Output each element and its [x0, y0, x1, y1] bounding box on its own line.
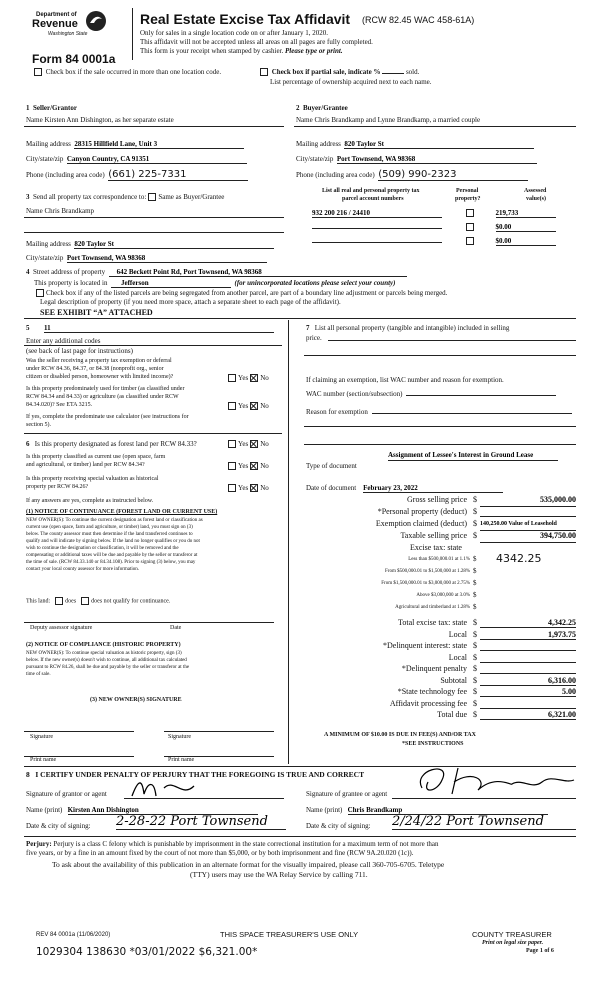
- no-label: No: [260, 440, 269, 448]
- notice-continuance-line: wish to continue the designation or classification, it will be removed and the: [26, 546, 179, 551]
- grantee-date-label: Date & city of signing:: [306, 822, 371, 830]
- reason-label: Reason for exemption: [306, 408, 368, 416]
- new-owner-signature-label: Signature: [168, 734, 191, 740]
- yes-label: Yes: [238, 402, 249, 410]
- current-use-yes-checkbox[interactable]: [228, 462, 236, 470]
- bracket-label: From $1,500,000.01 to $3,000,000 at 2.75%: [381, 581, 470, 586]
- buyer-heading: Buyer/Grantee: [303, 104, 348, 112]
- total-label: Total excise tax: state: [398, 618, 467, 627]
- parcels-header-3: Personal: [456, 188, 479, 194]
- buyer-mailing[interactable]: 820 Taylor St: [344, 140, 534, 149]
- grantor-date-label: Date & city of signing:: [26, 822, 91, 830]
- treasurer-use-label: THIS SPACE TREASURER'S USE ONLY: [220, 930, 359, 939]
- state-technology-fee[interactable]: 5.00: [480, 686, 576, 697]
- yes-label: Yes: [238, 484, 249, 492]
- form-note-3b: Please type or print.: [285, 47, 343, 55]
- correspondence-mailing-label: Mailing address: [26, 240, 71, 248]
- reason-field[interactable]: [372, 413, 572, 414]
- notice-continuance-heading: (1) NOTICE OF CONTINUANCE (FOREST LAND OR CURRENT USE): [26, 509, 218, 515]
- perjury-text-4: (TTY) users may use the WA Relay Service by calling 711.: [190, 870, 368, 879]
- parcel-number[interactable]: 932 200 216 / 24410: [312, 209, 442, 218]
- price-row: [300, 518, 580, 530]
- bracket-row: From $1,500,000.01 to $3,000,000 at 2.75% $: [381, 579, 477, 587]
- does-not-qualify-label: does not qualify for continuance.: [91, 598, 171, 605]
- subtotal[interactable]: 6,316.00: [480, 675, 576, 686]
- section5-line-1: Enter any additional codes: [26, 337, 101, 345]
- seller-city[interactable]: Canyon Country, CA 91351: [67, 155, 247, 164]
- legal-size-note: Print on legal size paper.: [482, 940, 544, 946]
- price-row: [300, 506, 580, 518]
- price-label: Exemption claimed (deduct): [375, 519, 467, 528]
- bracket-label: Less than $500,000.01 at 1.1%: [408, 557, 470, 562]
- form-number: Form 84 0001a: [32, 52, 116, 66]
- correspondence-city-label: City/state/zip: [26, 254, 64, 262]
- correspondence-mailing[interactable]: 820 Taylor St: [74, 240, 274, 249]
- tax-totals: [300, 617, 580, 721]
- q-timber-1: Is this property predominately used for timber (as classified under: [26, 386, 185, 392]
- certify-statement: I CERTIFY UNDER PENALTY OF PERJURY THAT THE FOREGOING IS TRUE AND CORRECT: [35, 770, 365, 779]
- affidavit-processing-fee[interactable]: [480, 698, 576, 709]
- grantee-date-city[interactable]: 2/24/22 Port Townsend: [392, 814, 576, 830]
- seller-phone[interactable]: (661) 225-7331: [108, 169, 248, 181]
- q-calculator-1: If yes, complete the predominate use calculator (see instructions for: [26, 414, 189, 420]
- no-label: No: [260, 402, 269, 410]
- price-currency: $: [473, 519, 477, 528]
- revision-number: REV 84 0001a (11/06/2020): [36, 932, 111, 938]
- bracket-value[interactable]: 4342.25: [496, 552, 542, 565]
- q-exemption-3: citizen or disabled person, homeowner with limited income)?: [26, 374, 174, 380]
- bracket-label: Agricultural and timberland at 1.28%: [395, 605, 470, 610]
- does-label: does: [65, 598, 77, 605]
- partial-percent-field[interactable]: [382, 73, 404, 74]
- multiple-location-checkbox[interactable]: [34, 68, 42, 76]
- timber-no-checkbox[interactable]: [250, 402, 258, 410]
- grantor-signature-label: Signature of grantor or agent: [26, 790, 107, 798]
- doc-date-label: Date of document: [306, 484, 357, 492]
- no-label: No: [260, 374, 269, 382]
- exemption-yes-checkbox[interactable]: [228, 374, 236, 382]
- price-currency: $: [473, 531, 477, 540]
- historic-yes-checkbox[interactable]: [228, 484, 236, 492]
- total-label: Subtotal: [440, 675, 467, 685]
- seller-city-label: City/state/zip: [26, 155, 64, 163]
- deputy-assessor-label: Deputy assessor signature: [30, 625, 93, 631]
- does-not-qualify-checkbox[interactable]: [81, 597, 89, 605]
- section7-line-1: List all personal property (tangible and intangible) included in selling: [314, 324, 510, 332]
- grantee-name-label: Name (print): [306, 806, 343, 814]
- bracket-row: From $500,000.01 to $1,500,000 at 1.28% $: [385, 567, 477, 575]
- delinquent-penalty[interactable]: [480, 663, 576, 674]
- page-number: Page 1 of 6: [526, 948, 554, 954]
- personal-property-checkbox[interactable]: [466, 209, 474, 217]
- q-exemption-2: under RCW 84.36, 84.37, or 84.38 (nonprofit org., senior: [26, 366, 164, 372]
- notice-historic-line: pursuant to RCW 84.26, shall be due and payable by the seller or transferor at the: [26, 665, 190, 670]
- total-row: Local $ 1,973.75: [448, 629, 576, 639]
- agency-line1: Department of: [36, 12, 77, 18]
- current-use-no-checkbox[interactable]: [250, 462, 258, 470]
- new-owner-print-label: Print name: [168, 757, 195, 763]
- q-current-use-2: and agricultural, or timber) land per RCW 84.34?: [26, 462, 145, 468]
- historic-no-checkbox[interactable]: [250, 484, 258, 492]
- perjury-text-2: five years, or by a fine in an amount fixed by the court of not more than $5,000, or by both imprisonment and fine (RCW 9A.20.020 (1c)).: [26, 849, 414, 857]
- q-forest: Is this property designated as forest land per RCW 84.33?: [34, 440, 197, 448]
- q-historic-1: Is this property receiving special valuation as historical: [26, 476, 159, 482]
- section7-number: 7: [306, 324, 310, 332]
- section8-number: 8: [26, 770, 30, 779]
- parcels-header-5: Assessed: [524, 188, 547, 194]
- notice-historic-line: below. If the new owner(s) doesn't wish to continue, all additional tax calculated: [26, 658, 187, 663]
- same-as-buyer-label: Same as Buyer/Grantee: [158, 193, 225, 201]
- bracket-label: Above $3,000,000 at 3.0%: [416, 593, 470, 598]
- buyer-section-number: 2: [296, 104, 300, 112]
- price-currency: $: [473, 495, 477, 504]
- wa-dor-logo-icon: [85, 10, 107, 32]
- total-label: *State technology fee: [397, 687, 467, 696]
- personal-property-checkbox[interactable]: [466, 237, 474, 245]
- legal-description-label: Legal description of property (if you need more space, attach a separate sheet to each page of the affidavit).: [40, 298, 341, 306]
- buyer-name: Name Chris Brandkamp and Lynne Brandkamp, a married couple: [296, 116, 481, 124]
- total-row: *Delinquent penalty $: [300, 663, 580, 675]
- partial-sale-checkbox[interactable]: [260, 68, 268, 76]
- buyer-mailing-label: Mailing address: [296, 140, 341, 148]
- forest-no-checkbox[interactable]: [250, 440, 258, 448]
- property-county[interactable]: Jefferson: [111, 279, 231, 288]
- total-label: *Delinquent interest: state: [383, 641, 467, 650]
- property-street[interactable]: 642 Beckett Point Rd, Port Townsend, WA 98368: [109, 268, 407, 277]
- q-calculator-2: section 5).: [26, 422, 51, 428]
- yes-label: Yes: [238, 462, 249, 470]
- total-label: Local: [448, 652, 467, 662]
- notice-continuance-line: NEW OWNER(S): To continue the current designation as forest land or classification as: [26, 518, 203, 523]
- price-row: [300, 494, 580, 506]
- multiple-location-label: Check box if the sale occurred in more than one location code.: [45, 68, 222, 76]
- price-currency: $: [473, 507, 477, 516]
- agency-line3: Washington State: [48, 31, 88, 37]
- parcel-row: [312, 237, 556, 246]
- section5-number: 5: [26, 324, 30, 332]
- new-owner-print-label: Print name: [30, 757, 57, 763]
- notice-continuance-line: the time of sale. (RCW 84.33.140 or 84.34.108). Prior to signing (3) below, you may: [26, 560, 196, 565]
- assessed-value[interactable]: $0.00: [496, 223, 556, 232]
- price-label: Gross selling price: [407, 495, 467, 504]
- buyer-city[interactable]: Port Townsend, WA 98368: [337, 155, 537, 164]
- total-label: Local: [448, 629, 467, 639]
- bracket-row: Less than $500,000.01 at 1.1% $ 4342.25: [408, 552, 542, 565]
- grantee-signature[interactable]: [392, 760, 582, 800]
- notice-continuance-line: current use (open space, farm and agriculture, or timber) land, you must sign on (3): [26, 525, 193, 530]
- same-as-buyer-checkbox[interactable]: [148, 193, 156, 201]
- personal-property-deduct[interactable]: [480, 506, 576, 517]
- total-row: *State technology fee $ 5.00: [397, 687, 576, 696]
- grantor-name-label: Name (print): [26, 806, 63, 814]
- buyer-phone[interactable]: (509) 990-2323: [378, 169, 528, 181]
- q-exemption-1: Was the seller receiving a property tax exemption or deferral: [26, 358, 172, 364]
- form-note-3: This form is your receipt when stamped by cashier.: [140, 47, 284, 55]
- bracket-label: From $500,000.01 to $1,500,000 at 1.28%: [385, 569, 470, 574]
- perjury-label: Perjury:: [26, 840, 52, 848]
- parcel-number[interactable]: [312, 242, 442, 243]
- total-row: Affidavit processing fee $: [300, 698, 580, 710]
- parcels-header-2: parcel account numbers: [342, 196, 404, 202]
- total-label: *Delinquent penalty: [401, 664, 467, 673]
- correspondence-text: Send all property tax correspondence to:: [33, 193, 147, 201]
- wac-number-field[interactable]: [406, 395, 556, 396]
- partial-sale-label: Check box if partial sale, indicate %: [271, 68, 381, 76]
- q-timber-2: RCW 84.34 and 84.33) or agriculture (as classified under RCW: [26, 394, 179, 400]
- land-use-code[interactable]: 11: [44, 324, 274, 333]
- wac-label: WAC number (section/subsection): [306, 390, 403, 398]
- new-owner-signature-label: Signature: [30, 734, 53, 740]
- assessed-value[interactable]: 219,733: [496, 209, 556, 218]
- q-current-use-1: Is this property classified as current use (open space, farm: [26, 454, 166, 460]
- form-citation: (RCW 82.45 WAC 458-61A): [362, 15, 475, 25]
- doc-date-value[interactable]: February 23, 2022: [363, 484, 503, 493]
- grantor-signature[interactable]: [124, 776, 234, 800]
- form-note-2: This affidavit will not be accepted unless all areas on all pages are fully completed.: [140, 38, 373, 46]
- parcel-row: [312, 223, 556, 232]
- notice-historic-line: time of sale.: [26, 672, 51, 677]
- county-note: (for unincorporated locations please select your county): [234, 279, 396, 287]
- total-row: Subtotal $ 6,316.00: [440, 675, 576, 685]
- agency-name: Revenue: [32, 18, 78, 30]
- this-land-label: This land:: [26, 598, 51, 605]
- timber-yes-checkbox[interactable]: [228, 402, 236, 410]
- bracket-row: Agricultural and timberland at 1.28% $: [395, 603, 477, 611]
- segregated-label: Check box if any of the listed parcels are being segregated from another parcel, are part of a boundary line adjustment or parcels being merged.: [46, 289, 448, 297]
- exemption-claimed[interactable]: 140,250.00 Value of Leasehold: [480, 518, 576, 531]
- notice-continuance-line: compensating or additional taxes will be due and payable by the seller or transferor at: [26, 553, 198, 558]
- seller-section-number: 1: [26, 104, 30, 112]
- delinquent-interest-state[interactable]: [480, 640, 576, 651]
- no-label: No: [260, 462, 269, 470]
- grantor-printed-name[interactable]: Kirsten Ann Dishington: [68, 806, 258, 815]
- forest-yes-checkbox[interactable]: [228, 440, 236, 448]
- q-historic-2: property per RCW 84.26?: [26, 484, 89, 490]
- grantee-signature-label: Signature of grantee or agent: [306, 790, 388, 798]
- assessed-value[interactable]: $0.00: [496, 237, 556, 246]
- correspondence-section-number: 3: [26, 193, 30, 201]
- segregated-checkbox[interactable]: [36, 289, 44, 297]
- new-owner-signature-heading: (3) NEW OWNER(S) SIGNATURE: [90, 697, 182, 703]
- doc-type-value[interactable]: Assignment of Lessee's Interest in Ground Lease: [388, 450, 558, 461]
- excise-tax-state-label: Excise tax: state: [410, 543, 462, 552]
- grantor-date-city[interactable]: 2-28-22 Port Townsend: [116, 814, 286, 830]
- section7-line-2: price.: [306, 334, 322, 342]
- delinquent-interest-local[interactable]: [480, 652, 576, 663]
- notice-continuance-line: contact your local county assessor for more information.: [26, 567, 140, 572]
- seller-mailing-label: Mailing address: [26, 140, 71, 148]
- total-label: Total due: [437, 710, 467, 719]
- parcel-number[interactable]: [312, 228, 442, 229]
- form-note-1: Only for sales in a single location code on or after January 1, 2020.: [140, 29, 328, 37]
- county-treasurer-label: COUNTY TREASURER: [472, 930, 552, 939]
- q-timber-3: 84.34.020)? See ETA 3215.: [26, 402, 93, 408]
- parcel-row: [312, 209, 556, 218]
- perjury-text-1: Perjury is a class C felony which is punishable by imprisonment in the state correctional institution for a maximum term of not more than: [53, 840, 439, 848]
- price-rows: [300, 494, 580, 542]
- treasurer-stamp: 1029304 138630 *03/01/2022 $6,321.00*: [36, 946, 258, 958]
- form-title: Real Estate Excise Tax Affidavit: [140, 11, 351, 27]
- tax-brackets: [300, 552, 580, 615]
- doc-type-label: Type of document: [306, 462, 357, 470]
- seller-heading: Seller/Grantor: [33, 104, 77, 112]
- see-instructions-note: *SEE INSTRUCTIONS: [402, 741, 464, 747]
- county-label: This property is located in: [34, 279, 108, 287]
- taxable-selling-price[interactable]: 394,750.00: [480, 530, 576, 543]
- exemption-instructions: If claiming an exemption, list WAC number and reason for exemption.: [306, 376, 504, 384]
- gross-selling-price[interactable]: 535,000.00: [480, 494, 576, 507]
- seller-phone-label: Phone (including area code): [26, 171, 105, 179]
- partial-note: List percentage of ownership acquired next to each name.: [270, 78, 432, 86]
- correspondence-city[interactable]: Port Townsend, WA 98368: [67, 254, 267, 263]
- total-due[interactable]: 6,321.00: [480, 709, 576, 720]
- notice-historic-line: NEW OWNER(S): To continue special valuation as historic property, sign (3): [26, 651, 182, 656]
- total-label: Affidavit processing fee: [389, 698, 467, 708]
- property-section-number: 4: [26, 268, 30, 276]
- total-row: *Delinquent interest: state $: [300, 640, 580, 652]
- parcels-header-4: property?: [455, 196, 481, 202]
- price-label: *Personal property (deduct): [377, 507, 467, 516]
- yes-label: Yes: [238, 374, 249, 382]
- notice-continuance-line: below. The county assessor must then determine if the land transferred continues to: [26, 532, 193, 537]
- seller-name: Name Kirsten Ann Dishington, as her separate estate: [26, 116, 174, 124]
- street-label: Street address of property: [33, 268, 106, 276]
- exhibit-reference: SEE EXHIBIT “A” ATTACHED: [40, 308, 153, 317]
- total-row: Local $: [300, 652, 580, 664]
- bracket-row: Above $3,000,000 at 3.0% $: [416, 591, 477, 599]
- price-label: Taxable selling price: [400, 531, 467, 540]
- does-qualify-checkbox[interactable]: [55, 597, 63, 605]
- section5-line-2: (see back of last page for instructions): [26, 347, 133, 355]
- sold-label: sold.: [405, 68, 420, 76]
- perjury-text-3: To ask about the availability of this publication in an alternate format for the visually impaired, please call 360-705-6705. Teletype: [52, 860, 445, 869]
- personal-property-checkbox[interactable]: [466, 223, 474, 231]
- buyer-phone-label: Phone (including area code): [296, 171, 375, 179]
- total-excise-local[interactable]: 1,973.75: [480, 629, 576, 640]
- correspondence-name: Name Chris Brandkamp: [26, 207, 95, 215]
- minimum-fee-note: A MINIMUM OF $10.00 IS DUE IN FEE(S) AND/OR TAX: [324, 732, 476, 738]
- parcels-header-6: value(s): [526, 196, 546, 202]
- deputy-date-label: Date: [170, 625, 182, 631]
- parcels-header-1: List all real and personal property tax: [322, 188, 420, 194]
- notice-continuance-line: qualify and will indicate by signing below. If the land no longer qualifies or you do not: [26, 539, 200, 544]
- total-row: Total due $ 6,321.00: [437, 710, 576, 719]
- seller-mailing[interactable]: 28315 Hillfield Lane, Unit 3: [74, 140, 244, 149]
- exemption-no-checkbox[interactable]: [250, 374, 258, 382]
- no-label: No: [260, 484, 269, 492]
- grantee-printed-name[interactable]: Chris Brandkamp: [348, 806, 548, 815]
- price-row: [300, 530, 580, 542]
- q-instructions: If any answers are yes, complete as instructed below.: [26, 498, 154, 504]
- yes-label: Yes: [238, 440, 249, 448]
- notice-historic-heading: (2) NOTICE OF COMPLIANCE (HISTORIC PROPERTY): [26, 642, 181, 648]
- section6-number: 6: [26, 440, 30, 448]
- total-excise-state[interactable]: 4,342.25: [480, 617, 576, 628]
- buyer-city-label: City/state/zip: [296, 155, 334, 163]
- total-row: Total excise tax: state $ 4,342.25: [398, 618, 576, 627]
